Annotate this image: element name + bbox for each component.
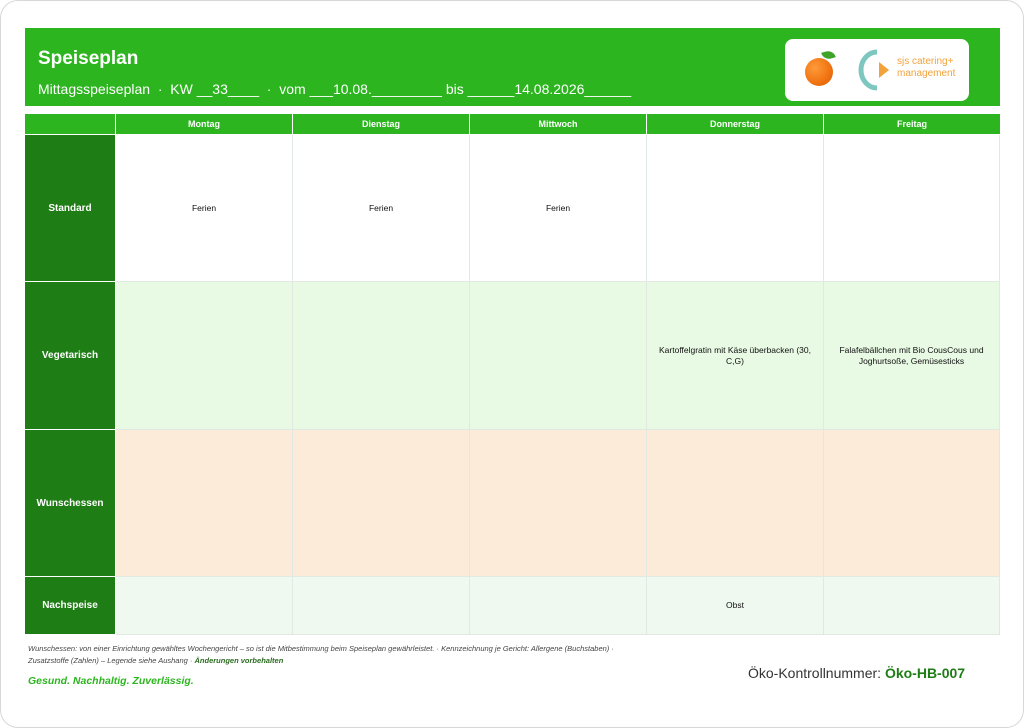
slogan: Gesund. Nachhaltig. Zuverlässig. [28, 675, 194, 687]
menu-cell: Ferien [293, 135, 470, 282]
kontroll-value: Öko-HB-007 [884, 665, 966, 681]
menu-cell [824, 430, 1000, 577]
subtitle-sep-1: ____ · vom ___ [227, 81, 333, 97]
header-corner [25, 114, 115, 134]
row-label: Standard [25, 135, 115, 281]
row-label: Wunschessen [25, 430, 115, 576]
day-header: Montag [116, 114, 292, 134]
subtitle-prefix: Mittagsspeiseplan · KW __ [38, 81, 213, 97]
footnote-line-1: Wunschessen: von einer Einrichtung gewähltes Wochengericht – so ist die Mitbestimmung beim Speiseplan gewährleistet. · Kennzeichnung je Gericht: Allergene (Buchstaben) · [28, 644, 614, 653]
brand-line-1: sjs catering+ [897, 56, 954, 67]
kontroll-number [748, 665, 965, 681]
menu-table [25, 114, 1000, 635]
subtitle-sep-2: _________ bis ______ [371, 81, 515, 97]
header-bar [25, 28, 1000, 106]
day-header: Donnerstag [647, 114, 823, 134]
sjs-logo-icon [857, 48, 891, 92]
menu-cell [293, 577, 470, 635]
subtitle-line [38, 81, 631, 97]
row-label: Nachspeise [25, 577, 115, 634]
brand-line-2: management [897, 68, 956, 79]
menu-cell: Kartoffelgratin mit Käse überbacken (30, C,G) [647, 282, 824, 430]
menu-cell [824, 135, 1000, 282]
menu-cell [647, 430, 824, 577]
menu-cell: Falafelbällchen mit Bio CousCous und Joghurtsoße, Gemüsesticks [824, 282, 1000, 430]
row-label: Vegetarisch [25, 282, 115, 429]
orange-icon [805, 58, 833, 86]
day-header: Mittwoch [470, 114, 646, 134]
menu-cell [116, 577, 293, 635]
menu-cell: Ferien [116, 135, 293, 282]
page-title: Speiseplan [38, 48, 139, 69]
menu-cell [116, 430, 293, 577]
menu-cell [293, 430, 470, 577]
menu-cell: Ferien [470, 135, 647, 282]
date-from: 10.08. [332, 81, 372, 97]
menu-cell [470, 577, 647, 635]
brand-name [897, 56, 955, 80]
menu-cell [470, 282, 647, 430]
menu-cell: Obst [647, 577, 824, 635]
subtitle-suffix: ______ [584, 81, 632, 97]
footnote [28, 643, 668, 667]
menu-cell [470, 430, 647, 577]
day-header: Freitag [824, 114, 1000, 134]
logo-box [785, 39, 969, 101]
footnote-line-2: Zusatzstoffe (Zahlen) – Legende siehe Aushang · [28, 656, 193, 665]
menu-cell [647, 135, 824, 282]
day-header: Dienstag [293, 114, 469, 134]
menu-cell [293, 282, 470, 430]
menu-cell [116, 282, 293, 430]
footnote-bold: Änderungen vorbehalten [194, 656, 284, 665]
menu-cell [824, 577, 1000, 635]
week-number: 33 [212, 81, 228, 97]
kontroll-label: Öko-Kontrollnummer: [748, 665, 882, 681]
date-to: 14.08.2026 [514, 81, 585, 97]
